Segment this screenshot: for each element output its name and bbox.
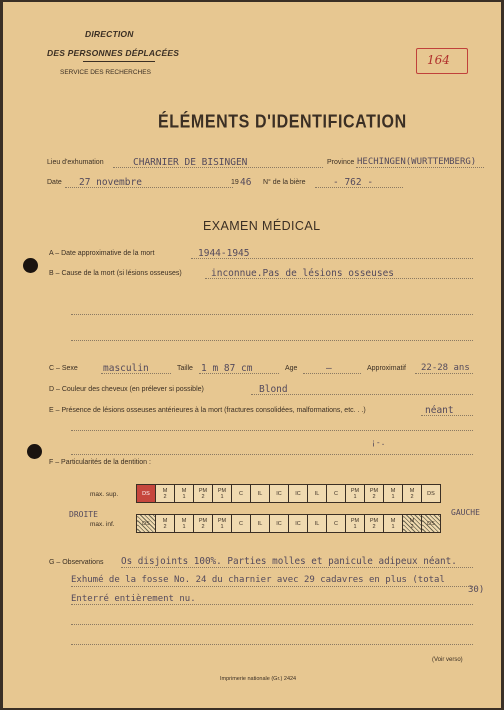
teeth-upper-table — [136, 484, 441, 503]
year-suffix: 46 — [240, 177, 252, 188]
exam-c-label: C – Sexe — [49, 365, 78, 372]
tooth-cell: M 1 — [384, 485, 403, 503]
cheveux-value: Blond — [259, 384, 288, 395]
lieu-label: Lieu d'exhumation — [47, 159, 104, 166]
tooth-cell: C — [327, 485, 346, 503]
voir-verso: (Voir verso) — [432, 657, 463, 663]
obs-dotline — [71, 586, 473, 587]
header-personnes: DES PERSONNES DÉPLACÉES — [47, 48, 180, 58]
exam-b-value: inconnue.Pas de lésions osseuses — [211, 268, 395, 279]
tooth-cell: PM 1 — [346, 515, 365, 533]
file-number-box — [416, 48, 468, 74]
age-dotline — [303, 373, 361, 374]
tooth-cell: DS — [137, 515, 156, 533]
age-label: Age — [285, 365, 298, 372]
obs-dotline — [71, 624, 473, 625]
tooth-cell: C — [232, 485, 251, 503]
obs-line-2: Exhumé de la fosse No. 24 du charnier avec 29 cadavres en plus (total — [71, 575, 445, 585]
obs-line-3: Enterré entièrement nu. — [71, 594, 196, 604]
exam-d-label: D – Couleur des cheveux (en prélever si possible) — [49, 386, 204, 393]
tooth-cell: PM 2 — [194, 515, 213, 533]
exam-e-mark: ¡-. — [371, 438, 386, 447]
observations-label: G – Observations — [49, 559, 104, 566]
exam-e-label: E – Présence de lésions osseuses antérieures à la mort (fractures consolidées, malformations, etc. . .) — [49, 407, 366, 414]
tooth-cell: M 1 — [175, 485, 194, 503]
tooth-cell: IC — [270, 485, 289, 503]
age-value: – — [326, 363, 332, 374]
tooth-cell: DS — [422, 485, 441, 503]
page-title: ÉLÉMENTS D'IDENTIFICATION — [158, 112, 407, 133]
biere-label: N° de la bière — [263, 179, 306, 186]
biere-value: - 762 - — [333, 177, 374, 188]
tooth-cell: M 1 — [384, 515, 403, 533]
imprimerie: Imprimerie nationale (Gr.) 2424 — [220, 676, 297, 682]
punch-hole — [23, 258, 38, 273]
tooth-cell: PM 1 — [213, 515, 232, 533]
tooth-cell: C — [327, 515, 346, 533]
tooth-cell: DS — [137, 485, 156, 503]
obs-dotline — [121, 567, 473, 568]
tooth-cell: IL — [308, 515, 327, 533]
file-number: 164 — [427, 53, 450, 67]
header-service: SERVICE DES RECHERCHES — [60, 69, 151, 76]
tooth-cell: M 1 — [175, 515, 194, 533]
obs-dotline — [71, 604, 473, 605]
tooth-cell: IC — [289, 515, 308, 533]
tooth-cell: PM 1 — [213, 485, 232, 503]
form-page — [3, 2, 501, 708]
tooth-cell: M 2 — [403, 515, 422, 533]
exam-e-extra-line — [71, 454, 473, 455]
obs-line-1: Os disjoints 100%. Parties molles et panicule adipeux néant. — [121, 556, 457, 567]
province-value: HECHINGEN(WURTTEMBERG) — [357, 157, 477, 167]
section-title: EXAMEN MÉDICAL — [203, 219, 321, 233]
province-dotline — [356, 167, 484, 168]
obs-dotline — [71, 644, 473, 645]
max-sup-label: max. sup. — [90, 491, 119, 498]
obs-line-2b: 30) — [468, 585, 485, 595]
tooth-cell: PM 2 — [365, 485, 384, 503]
gauche-label: GAUCHE — [451, 508, 480, 517]
tooth-cell: PM 1 — [346, 485, 365, 503]
punch-hole — [27, 444, 42, 459]
exam-e-extra-line — [71, 430, 473, 431]
tooth-cell: IL — [308, 485, 327, 503]
exam-b-extra-line — [71, 340, 473, 341]
header-direction: DIRECTION — [85, 29, 134, 39]
year-prefix: 19 — [231, 179, 239, 186]
tooth-cell: C — [232, 515, 251, 533]
max-inf-label: max. inf. — [90, 521, 115, 528]
exam-a-label: A – Date approximative de la mort — [49, 250, 155, 257]
exam-a-value: 1944-1945 — [198, 248, 250, 259]
date-value: 27 novembre — [79, 177, 142, 188]
exam-b-extra-line — [71, 314, 473, 315]
province-label: Province — [327, 159, 355, 166]
date-label: Date — [47, 179, 62, 186]
tooth-cell: M 2 — [156, 485, 175, 503]
tooth-cell: IL — [251, 515, 270, 533]
tooth-cell: IL — [251, 485, 270, 503]
approx-label: Approximatif — [367, 365, 406, 372]
tooth-cell: DS — [422, 515, 441, 533]
tooth-cell: M 2 — [156, 515, 175, 533]
tooth-cell: PM 2 — [365, 515, 384, 533]
droite-label: DROITE — [69, 510, 98, 519]
teeth-lower-table — [136, 514, 441, 533]
taille-value: 1 m 87 cm — [201, 363, 253, 374]
sexe-value: masculin — [103, 363, 149, 374]
approx-dotline — [415, 373, 473, 374]
lieu-value: CHARNIER DE BISINGEN — [133, 157, 248, 168]
lesions-value: néant — [425, 405, 454, 416]
tooth-cell: PM 2 — [194, 485, 213, 503]
tooth-cell: IC — [289, 485, 308, 503]
tooth-cell: IC — [270, 515, 289, 533]
exam-f-label: F – Particularités de la dentition : — [49, 459, 151, 466]
header-rule — [83, 61, 155, 62]
taille-label: Taille — [177, 365, 193, 372]
exam-b-label: B – Cause de la mort (si lésions osseuses) — [49, 270, 182, 277]
tooth-cell: M 2 — [403, 485, 422, 503]
approx-value: 22-28 ans — [421, 363, 470, 373]
